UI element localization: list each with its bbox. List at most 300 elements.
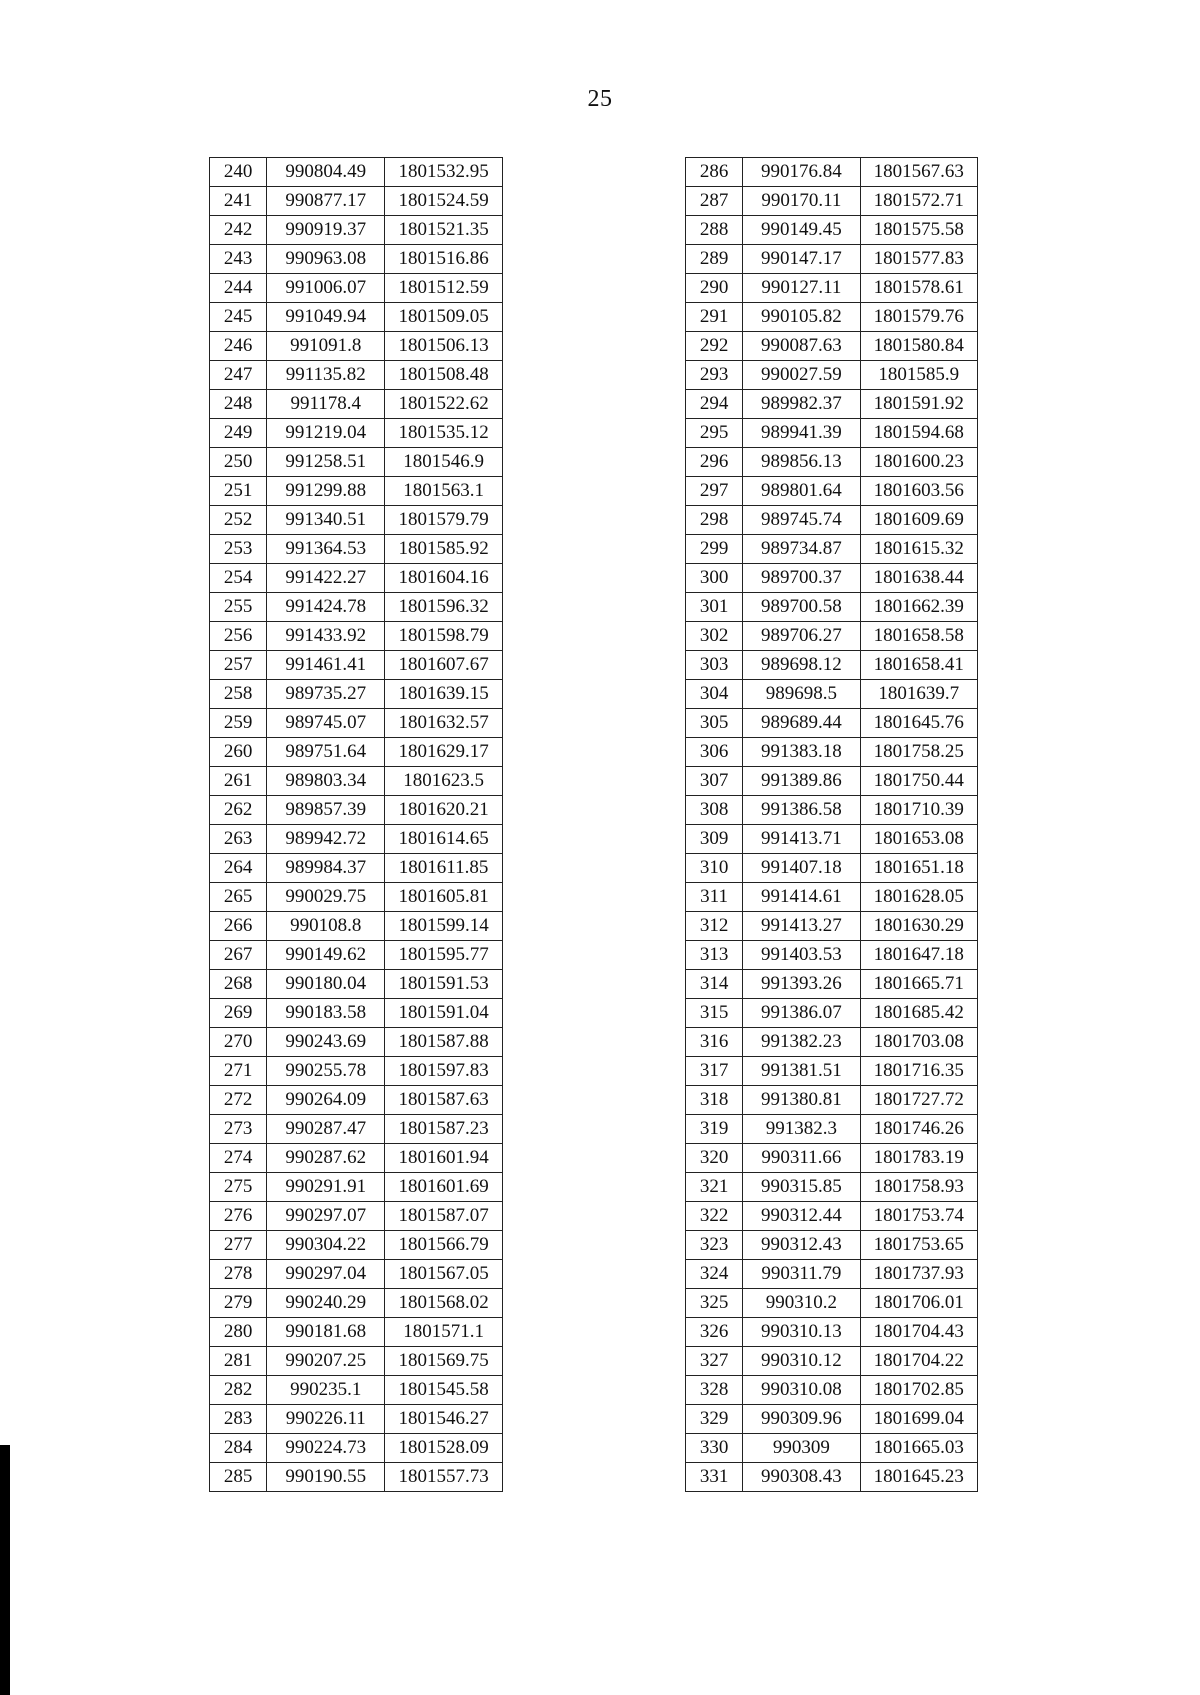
point-number-cell: 265 bbox=[210, 883, 267, 912]
y-coordinate-cell: 1801750.44 bbox=[860, 767, 977, 796]
table-row bbox=[686, 506, 978, 535]
point-number-cell: 257 bbox=[210, 651, 267, 680]
table-row bbox=[686, 738, 978, 767]
x-coordinate-cell: 990255.78 bbox=[267, 1057, 385, 1086]
table-row bbox=[686, 245, 978, 274]
x-coordinate-cell: 991424.78 bbox=[267, 593, 385, 622]
y-coordinate-cell: 1801600.23 bbox=[860, 448, 977, 477]
x-coordinate-cell: 991393.26 bbox=[743, 970, 860, 999]
coordinate-table-left bbox=[209, 157, 503, 1492]
table-row bbox=[210, 303, 503, 332]
table-row bbox=[210, 506, 503, 535]
y-coordinate-cell: 1801528.09 bbox=[385, 1434, 503, 1463]
point-number-cell: 329 bbox=[686, 1405, 743, 1434]
y-coordinate-cell: 1801522.62 bbox=[385, 390, 503, 419]
x-coordinate-cell: 991414.61 bbox=[743, 883, 860, 912]
x-coordinate-cell: 991380.81 bbox=[743, 1086, 860, 1115]
y-coordinate-cell: 1801665.71 bbox=[860, 970, 977, 999]
y-coordinate-cell: 1801521.35 bbox=[385, 216, 503, 245]
x-coordinate-cell: 989982.37 bbox=[743, 390, 860, 419]
x-coordinate-cell: 990176.84 bbox=[743, 158, 860, 187]
point-number-cell: 312 bbox=[686, 912, 743, 941]
y-coordinate-cell: 1801532.95 bbox=[385, 158, 503, 187]
point-number-cell: 307 bbox=[686, 767, 743, 796]
table-row bbox=[686, 680, 978, 709]
x-coordinate-cell: 990149.62 bbox=[267, 941, 385, 970]
y-coordinate-cell: 1801702.85 bbox=[860, 1376, 977, 1405]
table-row bbox=[210, 1202, 503, 1231]
table-row bbox=[686, 709, 978, 738]
x-coordinate-cell: 990297.07 bbox=[267, 1202, 385, 1231]
table-row bbox=[210, 448, 503, 477]
table-row bbox=[686, 999, 978, 1028]
y-coordinate-cell: 1801587.23 bbox=[385, 1115, 503, 1144]
point-number-cell: 276 bbox=[210, 1202, 267, 1231]
x-coordinate-cell: 989803.34 bbox=[267, 767, 385, 796]
y-coordinate-cell: 1801506.13 bbox=[385, 332, 503, 361]
point-number-cell: 297 bbox=[686, 477, 743, 506]
x-coordinate-cell: 991364.53 bbox=[267, 535, 385, 564]
table-row bbox=[686, 1057, 978, 1086]
x-coordinate-cell: 989689.44 bbox=[743, 709, 860, 738]
point-number-cell: 259 bbox=[210, 709, 267, 738]
x-coordinate-cell: 989698.5 bbox=[743, 680, 860, 709]
y-coordinate-cell: 1801557.73 bbox=[385, 1463, 503, 1492]
point-number-cell: 314 bbox=[686, 970, 743, 999]
y-coordinate-cell: 1801710.39 bbox=[860, 796, 977, 825]
y-coordinate-cell: 1801623.5 bbox=[385, 767, 503, 796]
y-coordinate-cell: 1801753.74 bbox=[860, 1202, 977, 1231]
y-coordinate-cell: 1801645.76 bbox=[860, 709, 977, 738]
point-number-cell: 288 bbox=[686, 216, 743, 245]
x-coordinate-cell: 989734.87 bbox=[743, 535, 860, 564]
x-coordinate-cell: 991258.51 bbox=[267, 448, 385, 477]
x-coordinate-cell: 989941.39 bbox=[743, 419, 860, 448]
point-number-cell: 289 bbox=[686, 245, 743, 274]
point-number-cell: 252 bbox=[210, 506, 267, 535]
y-coordinate-cell: 1801587.07 bbox=[385, 1202, 503, 1231]
point-number-cell: 286 bbox=[686, 158, 743, 187]
point-number-cell: 282 bbox=[210, 1376, 267, 1405]
y-coordinate-cell: 1801609.69 bbox=[860, 506, 977, 535]
table-row bbox=[210, 796, 503, 825]
table-row bbox=[210, 1434, 503, 1463]
point-number-cell: 304 bbox=[686, 680, 743, 709]
point-number-cell: 273 bbox=[210, 1115, 267, 1144]
table-row bbox=[210, 912, 503, 941]
table-row bbox=[210, 883, 503, 912]
point-number-cell: 255 bbox=[210, 593, 267, 622]
y-coordinate-cell: 1801628.05 bbox=[860, 883, 977, 912]
point-number-cell: 287 bbox=[686, 187, 743, 216]
x-coordinate-cell: 991219.04 bbox=[267, 419, 385, 448]
point-number-cell: 298 bbox=[686, 506, 743, 535]
x-coordinate-cell: 990243.69 bbox=[267, 1028, 385, 1057]
point-number-cell: 326 bbox=[686, 1318, 743, 1347]
x-coordinate-cell: 990108.8 bbox=[267, 912, 385, 941]
y-coordinate-cell: 1801658.58 bbox=[860, 622, 977, 651]
point-number-cell: 271 bbox=[210, 1057, 267, 1086]
y-coordinate-cell: 1801563.1 bbox=[385, 477, 503, 506]
table-row bbox=[210, 680, 503, 709]
x-coordinate-cell: 991340.51 bbox=[267, 506, 385, 535]
y-coordinate-cell: 1801572.71 bbox=[860, 187, 977, 216]
y-coordinate-cell: 1801758.93 bbox=[860, 1173, 977, 1202]
y-coordinate-cell: 1801535.12 bbox=[385, 419, 503, 448]
table-row bbox=[210, 1289, 503, 1318]
coordinate-table-right bbox=[685, 157, 978, 1492]
point-number-cell: 251 bbox=[210, 477, 267, 506]
point-number-cell: 261 bbox=[210, 767, 267, 796]
y-coordinate-cell: 1801546.27 bbox=[385, 1405, 503, 1434]
point-number-cell: 300 bbox=[686, 564, 743, 593]
y-coordinate-cell: 1801704.43 bbox=[860, 1318, 977, 1347]
point-number-cell: 323 bbox=[686, 1231, 743, 1260]
table-row bbox=[686, 1028, 978, 1057]
y-coordinate-cell: 1801598.79 bbox=[385, 622, 503, 651]
table-row bbox=[210, 999, 503, 1028]
y-coordinate-cell: 1801607.67 bbox=[385, 651, 503, 680]
point-number-cell: 310 bbox=[686, 854, 743, 883]
point-number-cell: 283 bbox=[210, 1405, 267, 1434]
x-coordinate-cell: 990287.62 bbox=[267, 1144, 385, 1173]
table-row bbox=[686, 912, 978, 941]
point-number-cell: 267 bbox=[210, 941, 267, 970]
table-row bbox=[210, 767, 503, 796]
table-row bbox=[686, 1260, 978, 1289]
table-row bbox=[686, 448, 978, 477]
x-coordinate-cell: 989751.64 bbox=[267, 738, 385, 767]
table-row bbox=[210, 970, 503, 999]
table-row bbox=[686, 1434, 978, 1463]
point-number-cell: 253 bbox=[210, 535, 267, 564]
x-coordinate-cell: 989745.74 bbox=[743, 506, 860, 535]
point-number-cell: 321 bbox=[686, 1173, 743, 1202]
table-row bbox=[210, 1057, 503, 1086]
x-coordinate-cell: 990226.11 bbox=[267, 1405, 385, 1434]
table-row bbox=[210, 593, 503, 622]
table-row bbox=[210, 709, 503, 738]
point-number-cell: 331 bbox=[686, 1463, 743, 1492]
table-row bbox=[686, 332, 978, 361]
y-coordinate-cell: 1801653.08 bbox=[860, 825, 977, 854]
table-row bbox=[686, 158, 978, 187]
x-coordinate-cell: 991383.18 bbox=[743, 738, 860, 767]
table-row bbox=[686, 1144, 978, 1173]
table-row bbox=[686, 535, 978, 564]
point-number-cell: 277 bbox=[210, 1231, 267, 1260]
y-coordinate-cell: 1801658.41 bbox=[860, 651, 977, 680]
x-coordinate-cell: 990963.08 bbox=[267, 245, 385, 274]
y-coordinate-cell: 1801685.42 bbox=[860, 999, 977, 1028]
x-coordinate-cell: 990297.04 bbox=[267, 1260, 385, 1289]
point-number-cell: 294 bbox=[686, 390, 743, 419]
point-number-cell: 264 bbox=[210, 854, 267, 883]
table-row bbox=[210, 651, 503, 680]
x-coordinate-cell: 990240.29 bbox=[267, 1289, 385, 1318]
point-number-cell: 260 bbox=[210, 738, 267, 767]
y-coordinate-cell: 1801727.72 bbox=[860, 1086, 977, 1115]
y-coordinate-cell: 1801753.65 bbox=[860, 1231, 977, 1260]
table-row bbox=[210, 245, 503, 274]
y-coordinate-cell: 1801601.69 bbox=[385, 1173, 503, 1202]
x-coordinate-cell: 989857.39 bbox=[267, 796, 385, 825]
y-coordinate-cell: 1801575.58 bbox=[860, 216, 977, 245]
point-number-cell: 305 bbox=[686, 709, 743, 738]
table-row bbox=[686, 941, 978, 970]
point-number-cell: 275 bbox=[210, 1173, 267, 1202]
point-number-cell: 316 bbox=[686, 1028, 743, 1057]
table-row bbox=[210, 332, 503, 361]
table-row bbox=[210, 535, 503, 564]
point-number-cell: 291 bbox=[686, 303, 743, 332]
x-coordinate-cell: 991382.23 bbox=[743, 1028, 860, 1057]
table-row bbox=[210, 1115, 503, 1144]
y-coordinate-cell: 1801605.81 bbox=[385, 883, 503, 912]
x-coordinate-cell: 990105.82 bbox=[743, 303, 860, 332]
y-coordinate-cell: 1801585.9 bbox=[860, 361, 977, 390]
y-coordinate-cell: 1801737.93 bbox=[860, 1260, 977, 1289]
point-number-cell: 244 bbox=[210, 274, 267, 303]
x-coordinate-cell: 990310.12 bbox=[743, 1347, 860, 1376]
table-row bbox=[210, 187, 503, 216]
y-coordinate-cell: 1801596.32 bbox=[385, 593, 503, 622]
y-coordinate-cell: 1801580.84 bbox=[860, 332, 977, 361]
x-coordinate-cell: 990149.45 bbox=[743, 216, 860, 245]
y-coordinate-cell: 1801566.79 bbox=[385, 1231, 503, 1260]
x-coordinate-cell: 991403.53 bbox=[743, 941, 860, 970]
y-coordinate-cell: 1801599.14 bbox=[385, 912, 503, 941]
y-coordinate-cell: 1801567.63 bbox=[860, 158, 977, 187]
point-number-cell: 241 bbox=[210, 187, 267, 216]
x-coordinate-cell: 990312.43 bbox=[743, 1231, 860, 1260]
x-coordinate-cell: 991178.4 bbox=[267, 390, 385, 419]
x-coordinate-cell: 990190.55 bbox=[267, 1463, 385, 1492]
y-coordinate-cell: 1801638.44 bbox=[860, 564, 977, 593]
y-coordinate-cell: 1801524.59 bbox=[385, 187, 503, 216]
x-coordinate-cell: 990315.85 bbox=[743, 1173, 860, 1202]
x-coordinate-cell: 991433.92 bbox=[267, 622, 385, 651]
y-coordinate-cell: 1801508.48 bbox=[385, 361, 503, 390]
x-coordinate-cell: 990804.49 bbox=[267, 158, 385, 187]
point-number-cell: 246 bbox=[210, 332, 267, 361]
table-row bbox=[210, 1144, 503, 1173]
x-coordinate-cell: 990180.04 bbox=[267, 970, 385, 999]
y-coordinate-cell: 1801591.04 bbox=[385, 999, 503, 1028]
point-number-cell: 325 bbox=[686, 1289, 743, 1318]
y-coordinate-cell: 1801567.05 bbox=[385, 1260, 503, 1289]
y-coordinate-cell: 1801703.08 bbox=[860, 1028, 977, 1057]
y-coordinate-cell: 1801594.68 bbox=[860, 419, 977, 448]
x-coordinate-cell: 991386.58 bbox=[743, 796, 860, 825]
table-row bbox=[686, 1376, 978, 1405]
y-coordinate-cell: 1801699.04 bbox=[860, 1405, 977, 1434]
y-coordinate-cell: 1801604.16 bbox=[385, 564, 503, 593]
x-coordinate-cell: 990027.59 bbox=[743, 361, 860, 390]
point-number-cell: 324 bbox=[686, 1260, 743, 1289]
y-coordinate-cell: 1801662.39 bbox=[860, 593, 977, 622]
table-row bbox=[686, 274, 978, 303]
point-number-cell: 279 bbox=[210, 1289, 267, 1318]
x-coordinate-cell: 990304.22 bbox=[267, 1231, 385, 1260]
x-coordinate-cell: 990310.13 bbox=[743, 1318, 860, 1347]
table-row bbox=[686, 1405, 978, 1434]
y-coordinate-cell: 1801704.22 bbox=[860, 1347, 977, 1376]
y-coordinate-cell: 1801611.85 bbox=[385, 854, 503, 883]
point-number-cell: 266 bbox=[210, 912, 267, 941]
point-number-cell: 245 bbox=[210, 303, 267, 332]
x-coordinate-cell: 989698.12 bbox=[743, 651, 860, 680]
point-number-cell: 263 bbox=[210, 825, 267, 854]
point-number-cell: 268 bbox=[210, 970, 267, 999]
y-coordinate-cell: 1801651.18 bbox=[860, 854, 977, 883]
x-coordinate-cell: 990235.1 bbox=[267, 1376, 385, 1405]
point-number-cell: 249 bbox=[210, 419, 267, 448]
point-number-cell: 303 bbox=[686, 651, 743, 680]
table-row bbox=[210, 158, 503, 187]
x-coordinate-cell: 989700.58 bbox=[743, 593, 860, 622]
y-coordinate-cell: 1801783.19 bbox=[860, 1144, 977, 1173]
x-coordinate-cell: 990291.91 bbox=[267, 1173, 385, 1202]
x-coordinate-cell: 991389.86 bbox=[743, 767, 860, 796]
x-coordinate-cell: 991422.27 bbox=[267, 564, 385, 593]
y-coordinate-cell: 1801585.92 bbox=[385, 535, 503, 564]
point-number-cell: 309 bbox=[686, 825, 743, 854]
x-coordinate-cell: 991135.82 bbox=[267, 361, 385, 390]
y-coordinate-cell: 1801591.53 bbox=[385, 970, 503, 999]
y-coordinate-cell: 1801587.63 bbox=[385, 1086, 503, 1115]
point-number-cell: 280 bbox=[210, 1318, 267, 1347]
table-row bbox=[686, 1115, 978, 1144]
y-coordinate-cell: 1801647.18 bbox=[860, 941, 977, 970]
x-coordinate-cell: 991413.71 bbox=[743, 825, 860, 854]
point-number-cell: 308 bbox=[686, 796, 743, 825]
y-coordinate-cell: 1801512.59 bbox=[385, 274, 503, 303]
table-row bbox=[210, 622, 503, 651]
y-coordinate-cell: 1801620.21 bbox=[385, 796, 503, 825]
point-number-cell: 328 bbox=[686, 1376, 743, 1405]
x-coordinate-cell: 991413.27 bbox=[743, 912, 860, 941]
table-row bbox=[686, 767, 978, 796]
x-coordinate-cell: 990877.17 bbox=[267, 187, 385, 216]
x-coordinate-cell: 991407.18 bbox=[743, 854, 860, 883]
y-coordinate-cell: 1801601.94 bbox=[385, 1144, 503, 1173]
table-row bbox=[686, 825, 978, 854]
point-number-cell: 285 bbox=[210, 1463, 267, 1492]
table-row bbox=[686, 564, 978, 593]
table-row bbox=[210, 738, 503, 767]
table-row bbox=[686, 1318, 978, 1347]
y-coordinate-cell: 1801614.65 bbox=[385, 825, 503, 854]
table-row bbox=[686, 1202, 978, 1231]
table-row bbox=[210, 1376, 503, 1405]
point-number-cell: 301 bbox=[686, 593, 743, 622]
table-row bbox=[210, 1463, 503, 1492]
point-number-cell: 299 bbox=[686, 535, 743, 564]
table-row bbox=[210, 419, 503, 448]
point-number-cell: 296 bbox=[686, 448, 743, 477]
point-number-cell: 272 bbox=[210, 1086, 267, 1115]
point-number-cell: 317 bbox=[686, 1057, 743, 1086]
x-coordinate-cell: 991386.07 bbox=[743, 999, 860, 1028]
y-coordinate-cell: 1801758.25 bbox=[860, 738, 977, 767]
y-coordinate-cell: 1801568.02 bbox=[385, 1289, 503, 1318]
table-row bbox=[686, 419, 978, 448]
x-coordinate-cell: 990287.47 bbox=[267, 1115, 385, 1144]
x-coordinate-cell: 990310.2 bbox=[743, 1289, 860, 1318]
y-coordinate-cell: 1801746.26 bbox=[860, 1115, 977, 1144]
point-number-cell: 262 bbox=[210, 796, 267, 825]
table-row bbox=[686, 883, 978, 912]
table-row bbox=[686, 1463, 978, 1492]
x-coordinate-cell: 991381.51 bbox=[743, 1057, 860, 1086]
y-coordinate-cell: 1801545.58 bbox=[385, 1376, 503, 1405]
y-coordinate-cell: 1801579.79 bbox=[385, 506, 503, 535]
x-coordinate-cell: 989700.37 bbox=[743, 564, 860, 593]
y-coordinate-cell: 1801587.88 bbox=[385, 1028, 503, 1057]
point-number-cell: 258 bbox=[210, 680, 267, 709]
x-coordinate-cell: 990029.75 bbox=[267, 883, 385, 912]
coordinate-table-body bbox=[210, 158, 503, 1492]
y-coordinate-cell: 1801569.75 bbox=[385, 1347, 503, 1376]
table-row bbox=[210, 390, 503, 419]
point-number-cell: 290 bbox=[686, 274, 743, 303]
table-row bbox=[210, 1318, 503, 1347]
point-number-cell: 254 bbox=[210, 564, 267, 593]
x-coordinate-cell: 991299.88 bbox=[267, 477, 385, 506]
x-coordinate-cell: 990312.44 bbox=[743, 1202, 860, 1231]
x-coordinate-cell: 989856.13 bbox=[743, 448, 860, 477]
point-number-cell: 250 bbox=[210, 448, 267, 477]
point-number-cell: 319 bbox=[686, 1115, 743, 1144]
y-coordinate-cell: 1801577.83 bbox=[860, 245, 977, 274]
point-number-cell: 240 bbox=[210, 158, 267, 187]
x-coordinate-cell: 990311.79 bbox=[743, 1260, 860, 1289]
table-row bbox=[686, 1347, 978, 1376]
point-number-cell: 320 bbox=[686, 1144, 743, 1173]
table-row bbox=[210, 1405, 503, 1434]
point-number-cell: 247 bbox=[210, 361, 267, 390]
point-number-cell: 293 bbox=[686, 361, 743, 390]
table-row bbox=[686, 651, 978, 680]
x-coordinate-cell: 991382.3 bbox=[743, 1115, 860, 1144]
point-number-cell: 292 bbox=[686, 332, 743, 361]
x-coordinate-cell: 990311.66 bbox=[743, 1144, 860, 1173]
x-coordinate-cell: 990207.25 bbox=[267, 1347, 385, 1376]
table-row bbox=[210, 216, 503, 245]
y-coordinate-cell: 1801603.56 bbox=[860, 477, 977, 506]
table-row bbox=[210, 1086, 503, 1115]
table-row bbox=[210, 477, 503, 506]
y-coordinate-cell: 1801615.32 bbox=[860, 535, 977, 564]
point-number-cell: 281 bbox=[210, 1347, 267, 1376]
table-row bbox=[686, 970, 978, 999]
point-number-cell: 302 bbox=[686, 622, 743, 651]
table-row bbox=[210, 941, 503, 970]
table-row bbox=[686, 1231, 978, 1260]
y-coordinate-cell: 1801639.15 bbox=[385, 680, 503, 709]
y-coordinate-cell: 1801630.29 bbox=[860, 912, 977, 941]
y-coordinate-cell: 1801509.05 bbox=[385, 303, 503, 332]
x-coordinate-cell: 989706.27 bbox=[743, 622, 860, 651]
y-coordinate-cell: 1801597.83 bbox=[385, 1057, 503, 1086]
point-number-cell: 311 bbox=[686, 883, 743, 912]
y-coordinate-cell: 1801571.1 bbox=[385, 1318, 503, 1347]
table-row bbox=[686, 187, 978, 216]
table-row bbox=[686, 477, 978, 506]
x-coordinate-cell: 990309.96 bbox=[743, 1405, 860, 1434]
table-row bbox=[686, 854, 978, 883]
